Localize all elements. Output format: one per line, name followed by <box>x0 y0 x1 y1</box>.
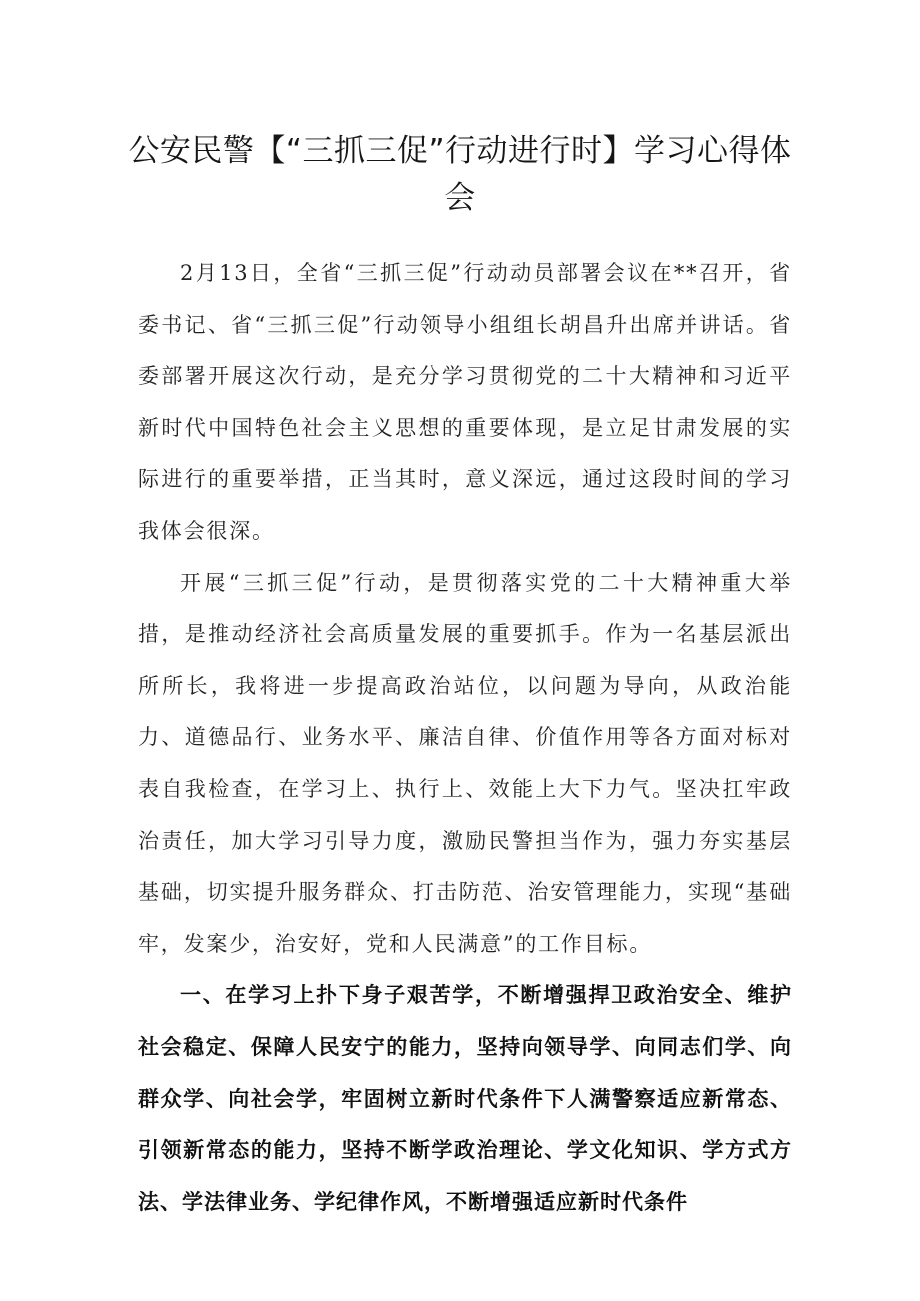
document-body <box>138 248 792 1228</box>
paragraph-intro: 2月13日，全省“三抓三促”行动动员部署会议在**召开，省委书记、省“三抓三促”行动领导小组组长胡昌升出席并讲话。省委部署开展这次行动，是充分学习贯彻党的二十大精神和习近平新时代中国特色社会主义思想的重要体现，是立足甘肃发展的实际进行的重要举措，正当其时，意义深远，通过这段时间的学习我体会很深。 <box>138 261 792 543</box>
paragraph-action: 开展“三抓三促”行动，是贯彻落实党的二十大精神重大举措，是推动经济社会高质量发展的重要抓手。作为一名基层派出所所长，我将进一步提高政治站位，以问题为导向，从政治能力、道德品行、业务水平、廉洁自律、价值作用等各方面对标对表自我检查，在学习上、执行上、效能上大下力气。坚决扛牢政治责任，加大学习引导力度，激励民警担当作为，强力夯实基层基础，切实提升服务群众、打击防范、治安管理能力，实现“基础牢，发案少，治安好，党和人民满意”的工作目标。 <box>138 570 792 956</box>
document-title: 公安民警【“三抓三促”行动进行时】学习心得体会 <box>128 133 792 216</box>
paragraph-section-one: 一、在学习上扑下身子艰苦学，不断增强捍卫政治安全、维护社会稳定、保障人民安宁的能力，坚持向领导学、向同志们学、向群众学、向社会学，牢固树立新时代条件下人满警察适应新常态、引领新常态的能力，坚持不断学政治理论、学文化知识、学方式方法、学法律业务、学纪律作风，不断增强适应新时代条件 <box>138 983 792 1214</box>
